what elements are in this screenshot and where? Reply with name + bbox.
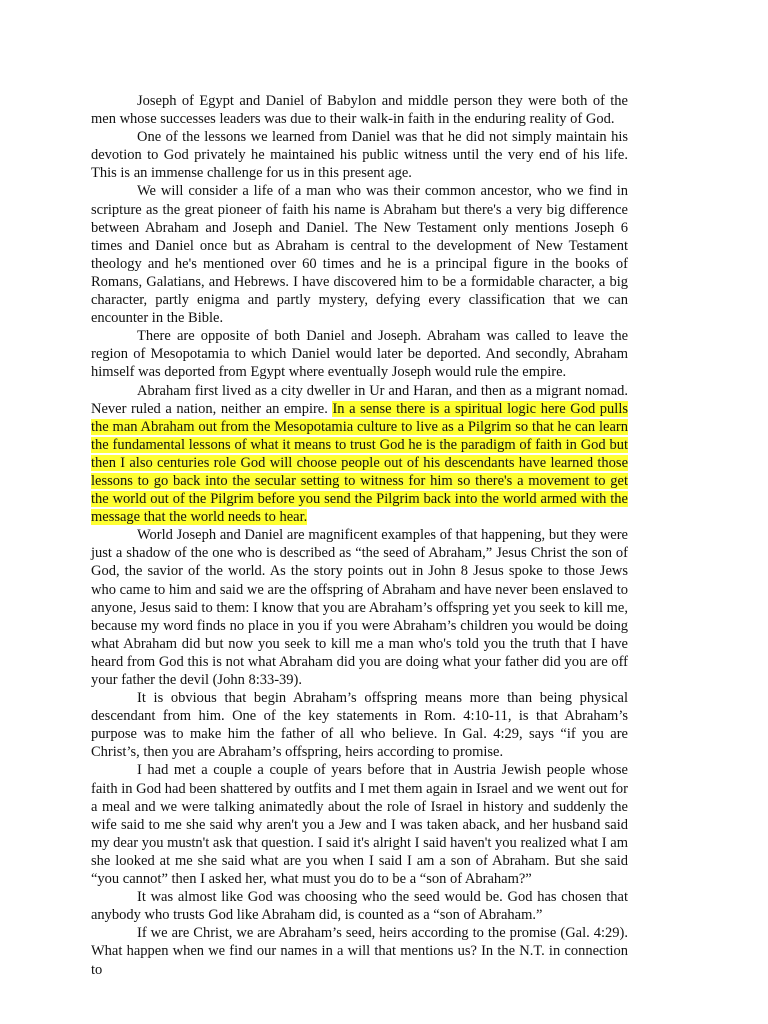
paragraph-6: World Joseph and Daniel are magnificent examples of that happening, but they were just a shadow of the one who is described as “the seed of Abraham,” Jesus Christ the son of God, the savior of the world. As the story points out in John 8 Jesus spoke to those Jews who came to him and said we are the offspring of Abraham and have never been enslaved to anyone, Jesus said to them: I know that you are Abraham’s offspring yet you seek to kill me, because my word finds no place in you if you were Abraham’s children you would be doing what Abraham did but now you seek to kill me a man who's told you the truth that I have heard from God this is not what Abraham did you are doing what your father did you are off your father the devil (John 8:33-39).: [91, 527, 628, 688]
paragraph-7: It is obvious that begin Abraham’s offspring means more than being physical descendant from him. One of the key statements in Rom. 4:10-11, is that Abraham’s purpose was to make him the father of all who believe. In Gal. 4:29, says “if you are Christ’s, then you are Abraham’s offspring, heirs according to promise.: [91, 690, 628, 761]
paragraph-8: I had met a couple a couple of years before that in Austria Jewish people whose faith in God had been shattered by outfits and I met them again in Israel and we went out for a meal and we were talking animatedly about the role of Israel in history and suddenly the wife said to me she said why aren't you a Jew and I was taken aback, and her husband said my dear you mustn't ask that question. I said it's alright I said haven't you realized what I am she looked at me she said what are you when I said I am a son of Abraham. But she said “you cannot” then I asked her, what must you do to be a “son of Abraham?”: [91, 762, 628, 888]
highlighted-text: In a sense there is a spiritual logic here God pulls the man Abraham out from the Mesopotamia culture to live as a Pilgrim so that he can learn the fundamental lessons of what it means to trust God he is the paradigm of faith in God but then I also centuries role God will choose people out of his descendants have learned those lessons to go back into the secular setting to witness for him so there's a movement to get the world out of the Pilgrim before you send the Pilgrim back into the world armed with the message that the world needs to hear.: [91, 400, 628, 526]
paragraph-1: Joseph of Egypt and Daniel of Babylon and middle person they were both of the men whose successes leaders was due to their walk-in faith in the enduring reality of God.: [91, 93, 628, 128]
paragraph-5: Abraham first lived as a city dweller in Ur and Haran, and then as a migrant nomad. Never ruled a nation, neither an empire. In a sense there is a spiritual logic here God pulls the man Abraham out from the Mesopotamia culture to live as a Pilgrim so that he can learn the fundamental lessons of what it means to trust God he is the paradigm of faith in God but then I also centuries role God will choose people out of his descendants have learned those lessons to go back into the secular setting to witness for him so there's a movement to get the world out of the Pilgrim before you send the Pilgrim back into the world armed with the message that the world needs to hear.: [91, 382, 628, 526]
paragraph-2: One of the lessons we learned from Daniel was that he did not simply maintain his devotion to God privately he maintained his public witness until the very end of his life. This is an immense challenge for us in this present age.: [91, 129, 628, 182]
paragraph-10: If we are Christ, we are Abraham’s seed, heirs according to the promise (Gal. 4:29). What happen when we find our names in a will that mentions us? In the N.T. in connection to: [91, 925, 628, 978]
paragraph-9: It was almost like God was choosing who the seed would be. God has chosen that anybody who trusts God like Abraham did, is counted as a “son of Abraham.”: [91, 889, 628, 924]
paragraph-3: We will consider a life of a man who was their common ancestor, who we find in scripture as the great pioneer of faith his name is Abraham but there's a very big difference between Abraham and Joseph and Daniel. The New Testament only mentions Joseph 6 times and Daniel once but as Abraham is central to the development of New Testament theology and he's mentioned over 60 times and he is a principal figure in the books of Romans, Galatians, and Hebrews. I have discovered him to be a formidable character, a big character, partly enigma and partly mystery, defying every classification that we can encounter in the Bible.: [91, 183, 628, 327]
paragraph-4: There are opposite of both Daniel and Joseph. Abraham was called to leave the region of Mesopotamia to which Daniel would later be deported. And secondly, Abraham himself was deported from Egypt where eventually Joseph would rule the empire.: [91, 328, 628, 381]
